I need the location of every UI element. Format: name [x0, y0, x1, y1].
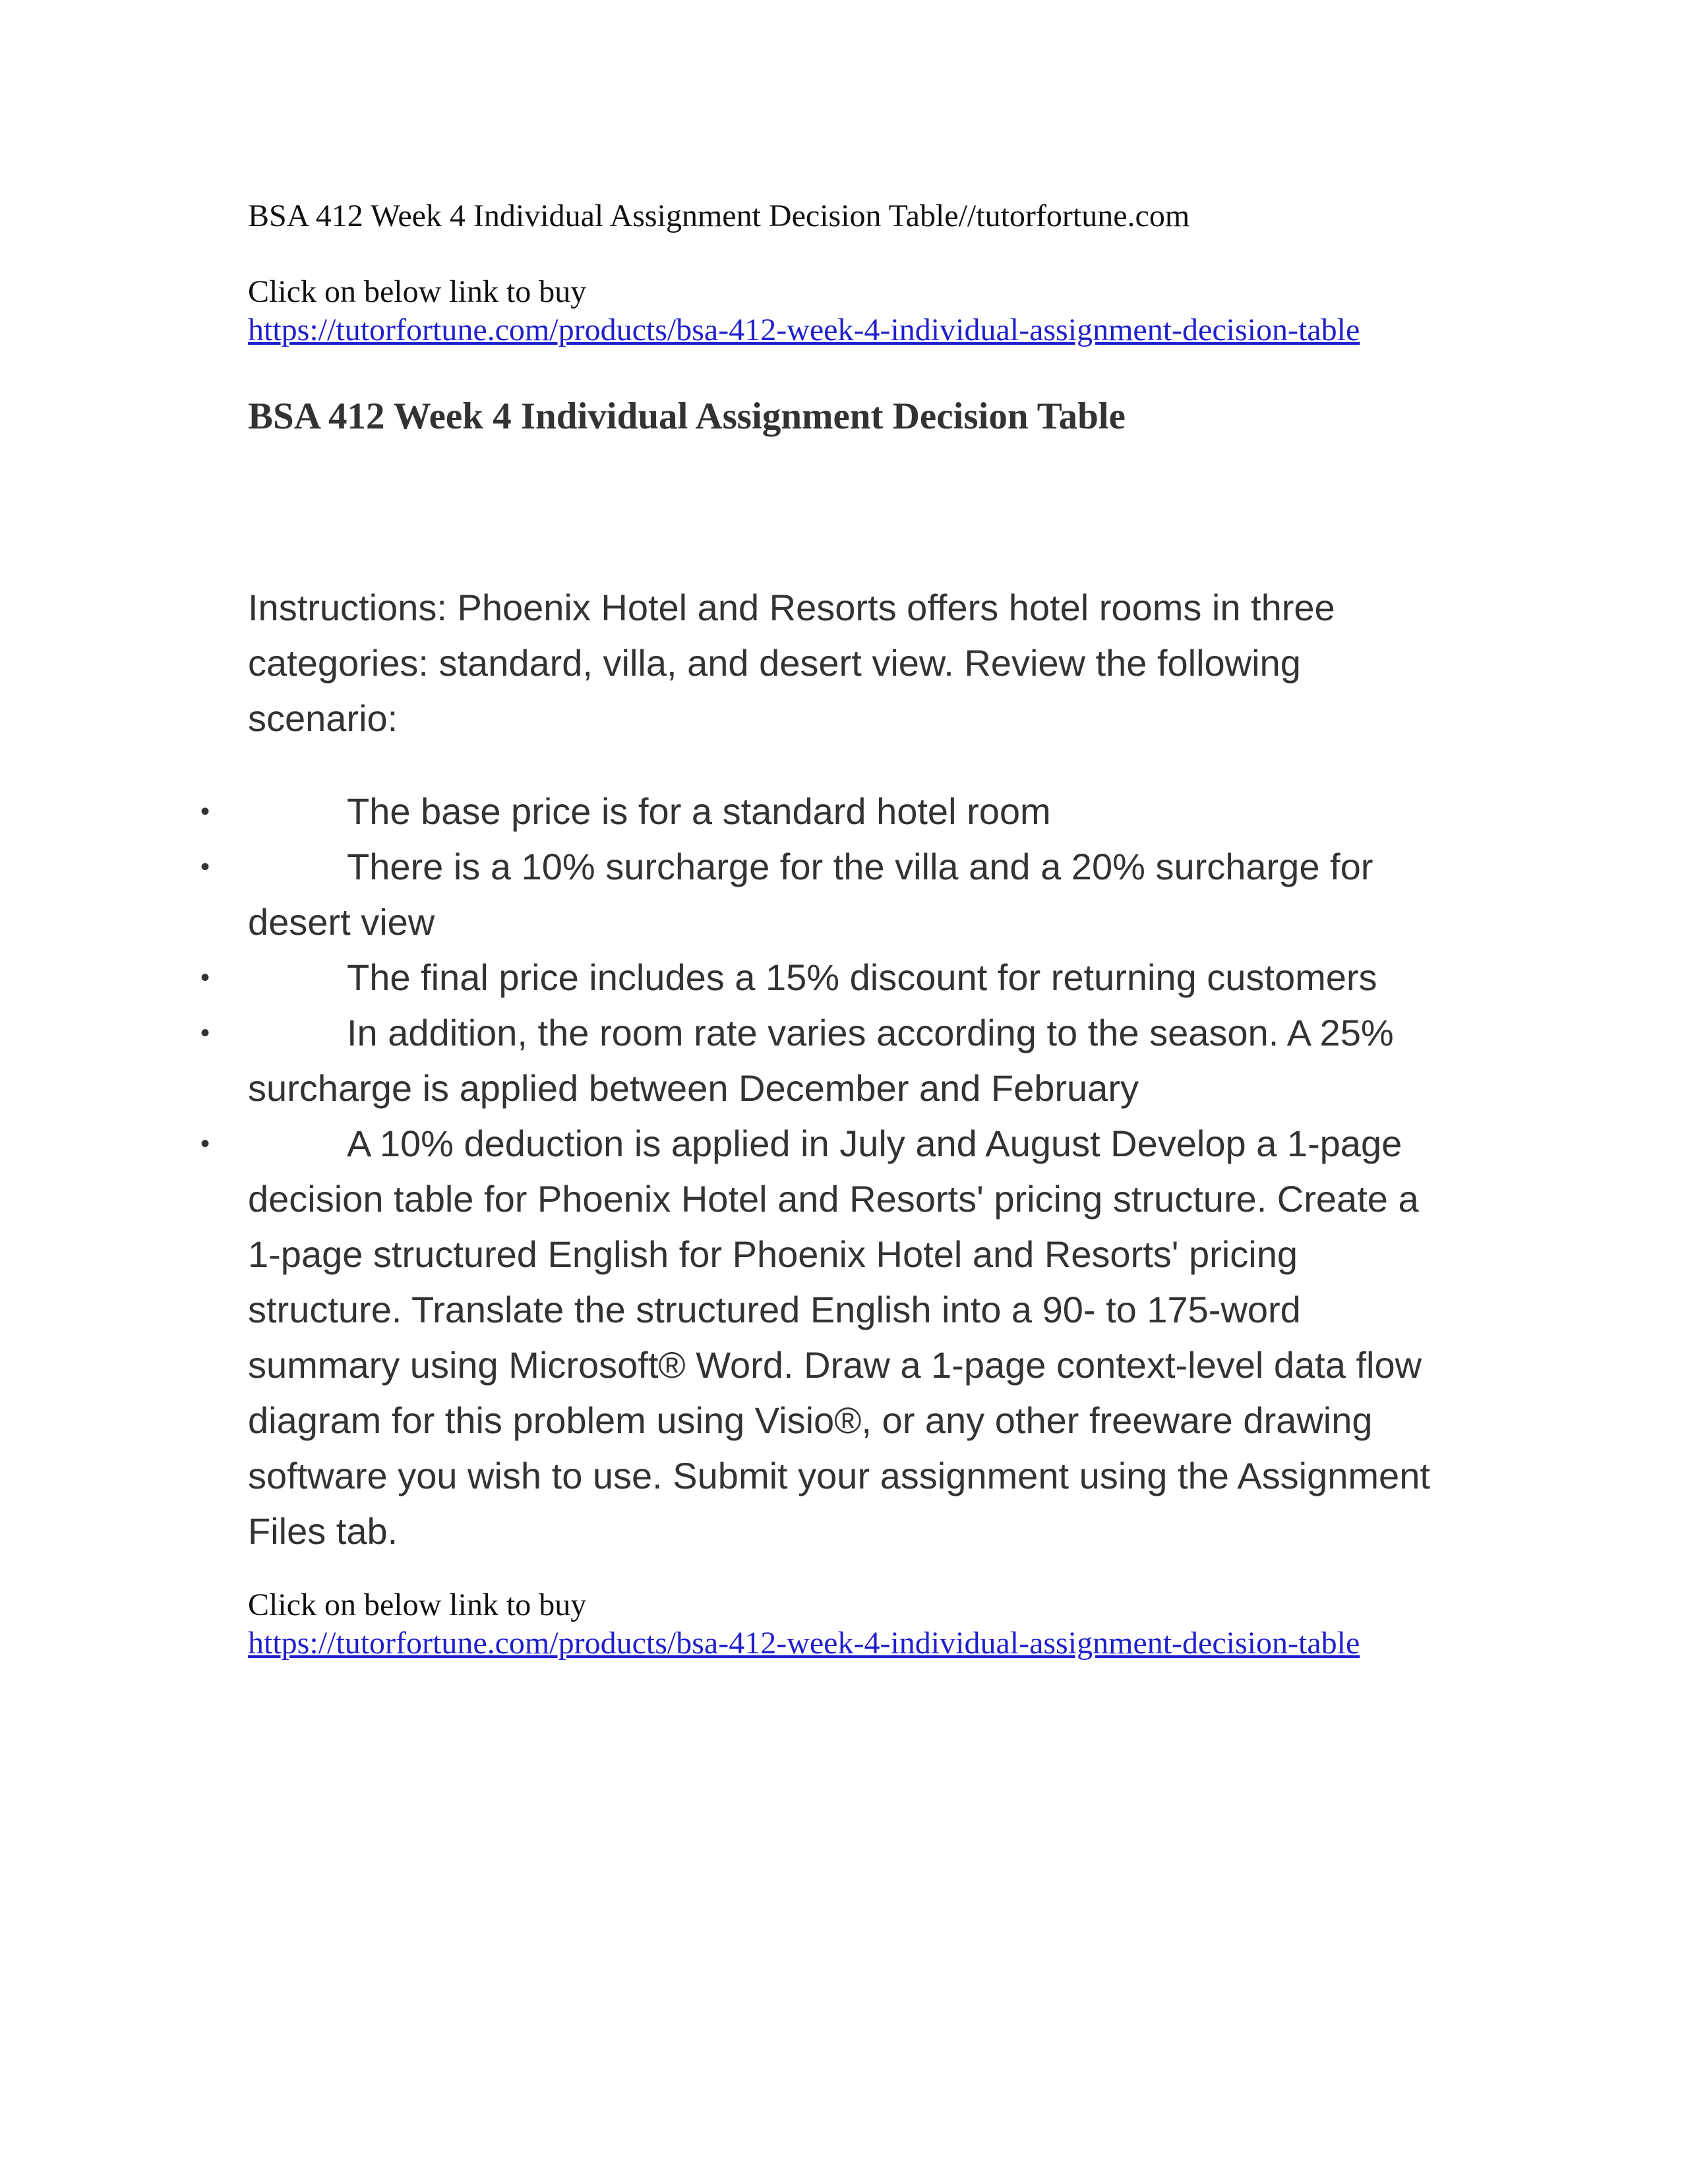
product-link[interactable]: https://tutorfortune.com/products/bsa-412-week-4-individual-assignment-decision-table	[248, 1626, 1360, 1661]
list-item	[200, 950, 1448, 1005]
bullet-icon: •	[200, 852, 210, 881]
bullet-icon: •	[200, 1018, 210, 1048]
instructions-paragraph: Instructions: Phoenix Hotel and Resorts offers hotel rooms in three categories: standard, villa, and desert view. Review the following scenario:	[248, 587, 1335, 739]
scenario-bullet-list	[200, 784, 1448, 1559]
list-item-text: There is a 10% surcharge for the villa and a 20% surcharge for desert view	[248, 846, 1373, 943]
page-heading: BSA 412 Week 4 Individual Assignment Decision Table	[248, 396, 1126, 437]
bullet-icon: •	[200, 797, 210, 826]
list-item-text: A 10% deduction is applied in July and August Develop a 1-page decision table for Phoenix Hotel and Resorts' pricing structure. Create a 1-page structured English for Phoenix Hotel and Resorts' pricing structure. Translate the structured English into a 90- to 175-word summary using Microsoft® Word. Draw a 1-page context-level data flow diagram for this problem using Visio®, or any other freeware drawing software you wish to use. Submit your assignment using the Assignment Files tab.	[248, 1123, 1430, 1552]
list-item	[200, 1116, 1448, 1559]
bullet-icon: •	[200, 963, 210, 992]
buy-prompt-text: Click on below link to buy	[248, 274, 587, 309]
list-item	[200, 839, 1448, 950]
bullet-icon: •	[200, 1129, 210, 1158]
buy-link-block-top	[248, 273, 1501, 349]
buy-link-block-bottom	[248, 1586, 1501, 1663]
list-item	[200, 1005, 1448, 1116]
document-title-line: BSA 412 Week 4 Individual Assignment Decision Table//tutorfortune.com	[248, 198, 1190, 233]
list-item-text: The final price includes a 15% discount for returning customers	[347, 957, 1377, 998]
product-link[interactable]: https://tutorfortune.com/products/bsa-412-week-4-individual-assignment-decision-table	[248, 312, 1360, 347]
buy-prompt-text: Click on below link to buy	[248, 1587, 587, 1622]
list-item-text: In addition, the room rate varies according to the season. A 25% surcharge is applied between December and February	[248, 1012, 1394, 1109]
list-item	[200, 784, 1448, 839]
list-item-text: The base price is for a standard hotel room	[347, 790, 1051, 832]
